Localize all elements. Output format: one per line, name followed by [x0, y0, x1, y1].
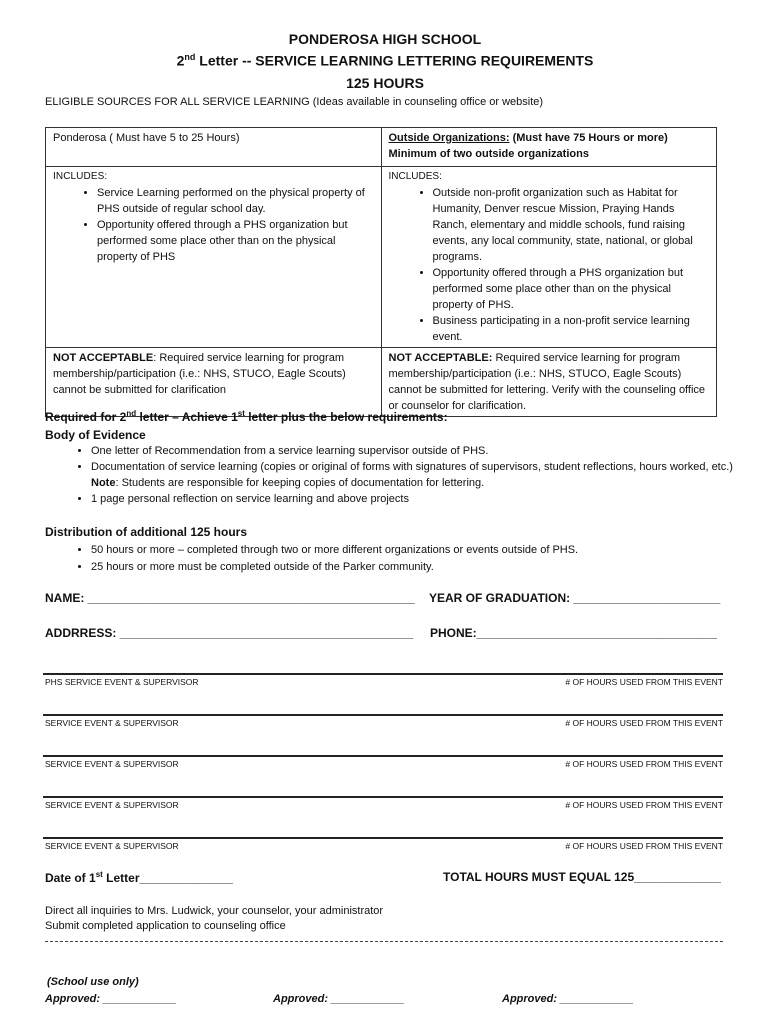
event-supervisor-label: PHS SERVICE EVENT & SUPERVISOR [45, 677, 199, 687]
body-of-evidence-heading: Body of Evidence [45, 428, 146, 442]
entry-line[interactable] [43, 837, 723, 839]
approved-field[interactable]: Approved: ____________ [45, 993, 177, 1005]
entry-line[interactable] [43, 755, 723, 757]
hours-label: # OF HOURS USED FROM THIS EVENT [565, 759, 723, 769]
separator [45, 941, 723, 942]
document-title: 2nd Letter -- SERVICE LEARNING LETTERING REQUIREMENTS [176, 52, 594, 69]
list-item: • One letter of Recommendation from a service learning supervisor outside of PHS. [91, 443, 756, 459]
entry-line[interactable] [43, 714, 723, 716]
event-supervisor-label: SERVICE EVENT & SUPERVISOR [45, 759, 179, 769]
hours-label: # OF HOURS USED FROM THIS EVENT [565, 677, 723, 687]
approved-field[interactable]: Approved: ____________ [273, 993, 405, 1005]
ponderosa-header: Ponderosa ( Must have 5 to 25 Hours) [46, 128, 382, 167]
list-item: • Documentation of service learning (copies or original of forms with signatures of supervisors, student reflections, hours worked, etc.) Note: Students are responsible for keeping copies of documentation for lettering. [91, 459, 756, 491]
requirements-heading: Required for 2nd letter – Achieve 1st letter plus the below requirements: [45, 409, 448, 424]
event-supervisor-label: SERVICE EVENT & SUPERVISOR [45, 800, 179, 810]
list-item: • 1 page personal reflection on service learning and above projects [91, 491, 756, 507]
outside-includes: INCLUDES: • Outside non-profit organization such as Habitat for Humanity, Denver rescue Mission, Praying Hands Ranch, elementary and middle schools, fund raising events, any local community, state, national, or global programs. • Opportunity offered through a PHS organization but performed some place other than on the physical property of PHS. • Business participating in a non-profit service learning event. [381, 167, 717, 348]
distribution-list [45, 542, 756, 576]
first-letter-date-field[interactable]: Date of 1st Letter______________ [45, 870, 233, 885]
distribution-heading: Distribution of additional 125 hours [45, 525, 248, 539]
list-item: • Service Learning performed on the physical property of PHS outside of regular school day. [97, 185, 374, 217]
list-item: • 50 hours or more – completed through two or more different organizations or events outside of PHS. [91, 542, 756, 559]
hours-label: # OF HOURS USED FROM THIS EVENT [565, 718, 723, 728]
inquiries-text: Direct all inquiries to Mrs. Ludwick, your counselor, your administrator [45, 905, 384, 917]
sources-table [45, 127, 717, 417]
approved-field[interactable]: Approved: ____________ [502, 993, 634, 1005]
phone-field[interactable]: PHONE:____________________________________ [430, 626, 717, 640]
list-item: • Opportunity offered through a PHS organization but performed some place other than on the physical property of PHS [97, 217, 374, 265]
evidence-list [45, 443, 756, 507]
hours-title: 125 HOURS [346, 75, 424, 91]
total-hours-field[interactable]: TOTAL HOURS MUST EQUAL 125_____________ [443, 870, 721, 884]
entry-line[interactable] [43, 796, 723, 798]
hours-label: # OF HOURS USED FROM THIS EVENT [565, 841, 723, 851]
outside-header: Outside Organizations: (Must have 75 Hours or more) Minimum of two outside organizations [381, 128, 717, 167]
graduation-year-field[interactable]: YEAR OF GRADUATION: ______________________ [429, 591, 721, 605]
outside-not-acceptable: NOT ACCEPTABLE: Required service learning for program membership/participation (i.e.: NHS, STUCO, Eagle Scouts) cannot be submitted for lettering. Verify with the counseling office or counselor for clarification. [381, 348, 717, 417]
eligible-sources: ELIGIBLE SOURCES FOR ALL SERVICE LEARNING (Ideas available in counseling office or website) [45, 96, 544, 108]
event-supervisor-label: SERVICE EVENT & SUPERVISOR [45, 718, 179, 728]
event-supervisor-label: SERVICE EVENT & SUPERVISOR [45, 841, 179, 851]
submit-text: Submit completed application to counseling office [45, 920, 286, 932]
hours-label: # OF HOURS USED FROM THIS EVENT [565, 800, 723, 810]
list-item: • Opportunity offered through a PHS organization but performed some place other than on the physical property of PHS. [433, 265, 710, 313]
name-field[interactable]: NAME: _________________________________________________ [45, 591, 415, 605]
school-name: PONDEROSA HIGH SCHOOL [288, 31, 482, 47]
address-field[interactable]: ADDRRESS: ____________________________________________ [45, 626, 414, 640]
ponderosa-includes: INCLUDES: • Service Learning performed on the physical property of PHS outside of regular school day. • Opportunity offered through a PHS organization but performed some place other than on the physical property of PHS [46, 167, 382, 348]
list-item: • Outside non-profit organization such as Habitat for Humanity, Denver rescue Mission, Praying Hands Ranch, elementary and middle schools, fund raising events, any local community, state, national, or global programs. [433, 185, 710, 265]
school-use-label: (School use only) [47, 976, 139, 988]
list-item: • Business participating in a non-profit service learning event. [433, 313, 710, 345]
ponderosa-not-acceptable: NOT ACCEPTABLE: Required service learning for program membership/participation (i.e.: NHS, STUCO, Eagle Scouts) cannot be submitted for clarification [46, 348, 382, 417]
list-item: • 25 hours or more must be completed outside of the Parker community. [91, 559, 756, 576]
entry-line[interactable] [43, 673, 723, 675]
